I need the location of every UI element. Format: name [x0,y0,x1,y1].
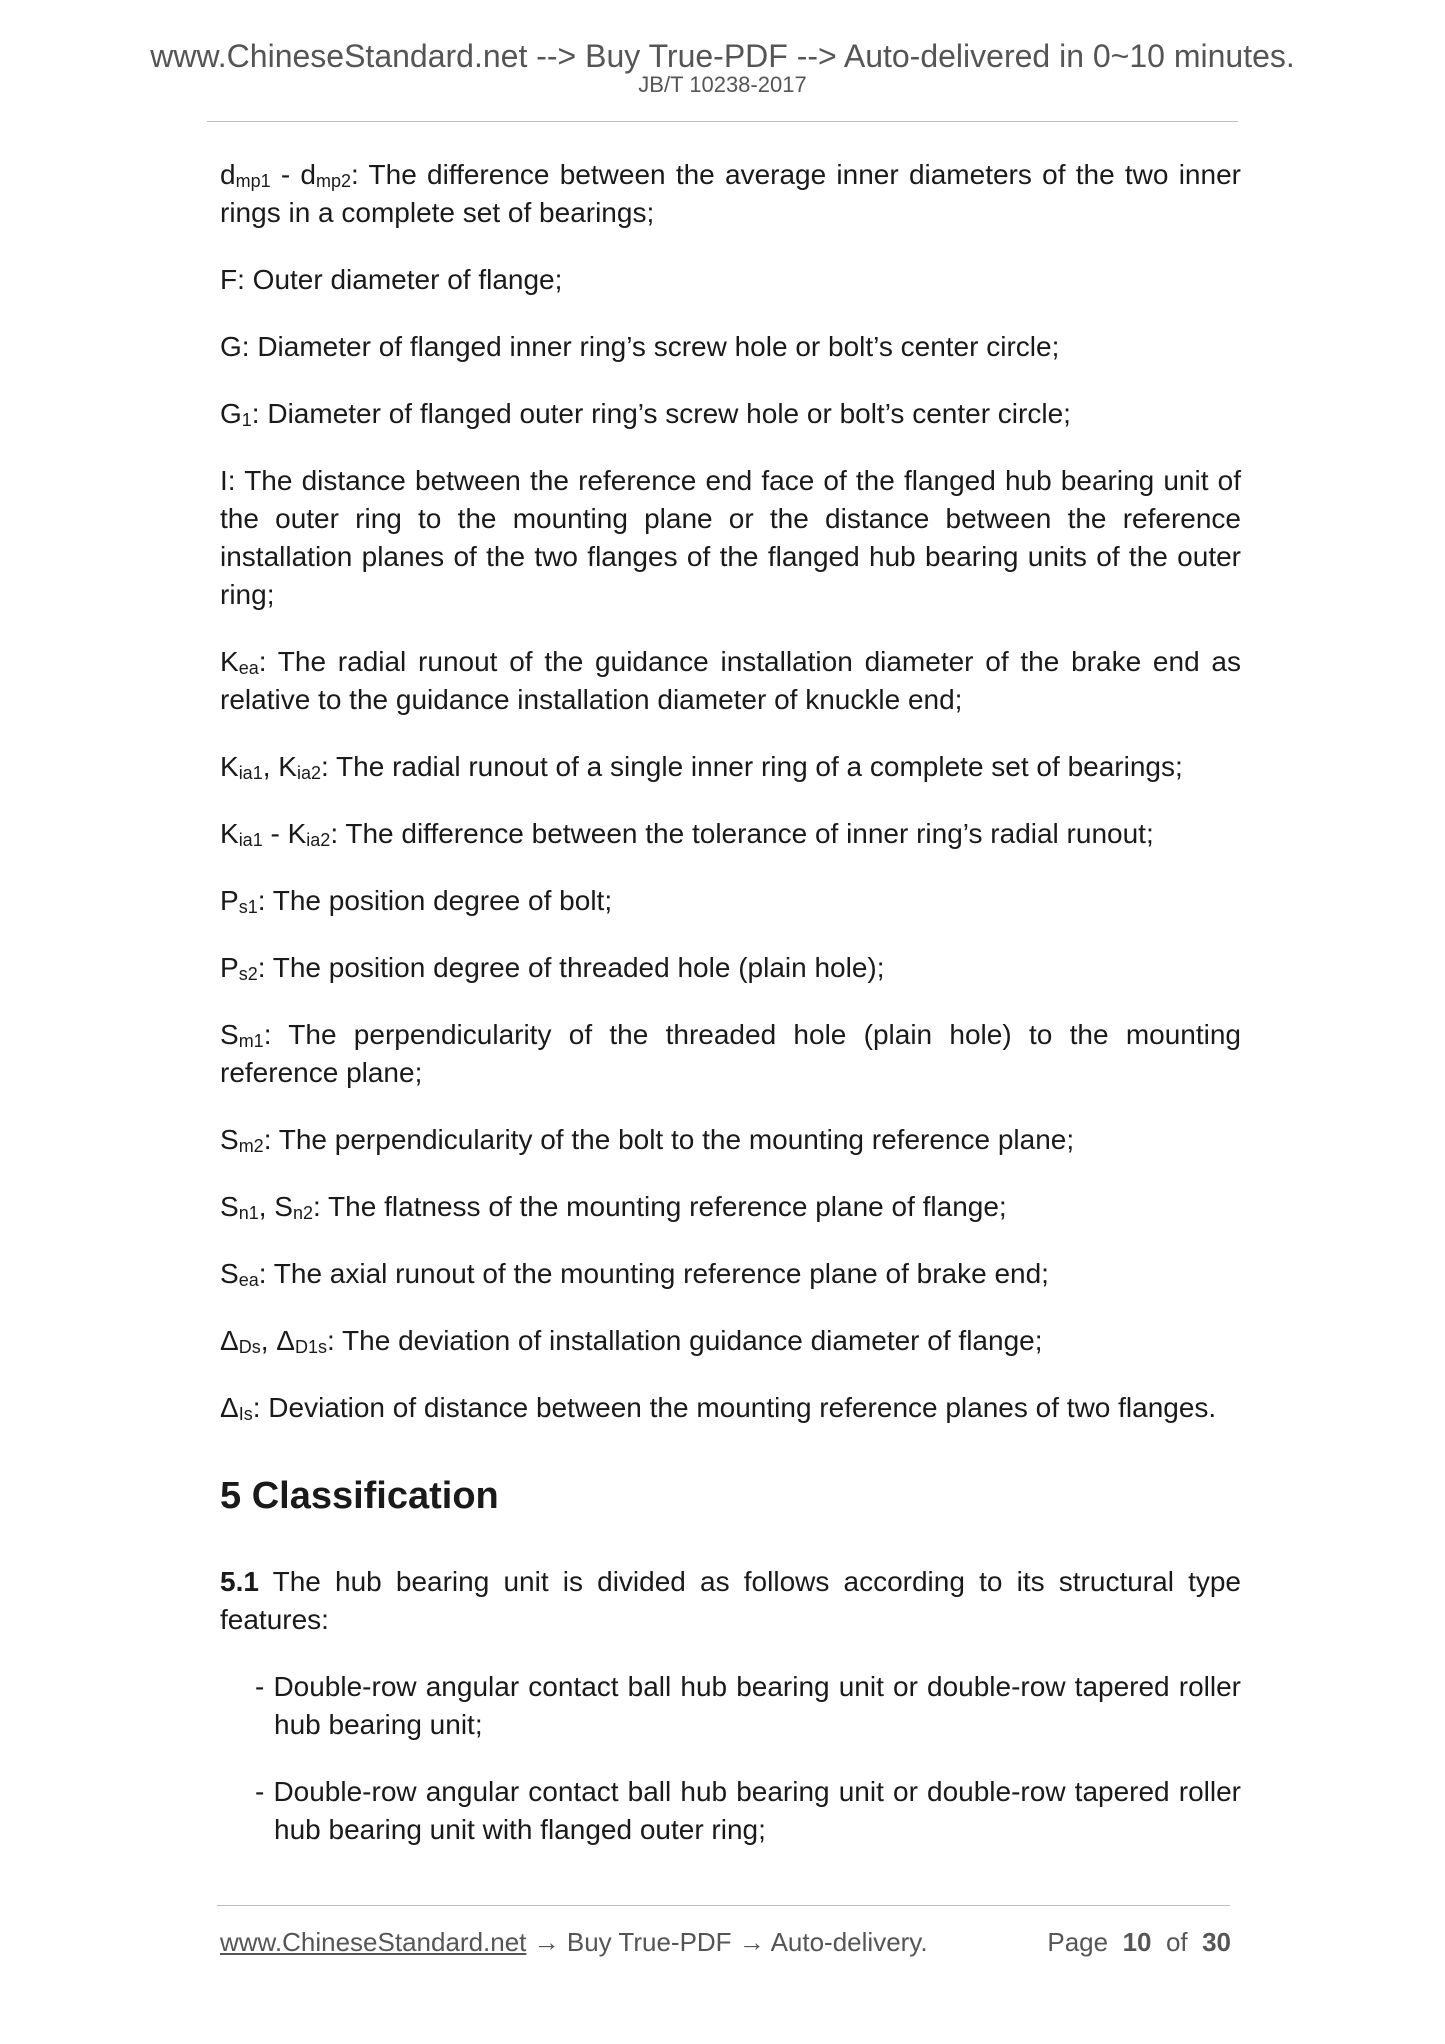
definition-symbol: 1 [241,410,252,430]
definition-item [220,748,1241,786]
definition-symbol: Ds [238,1337,261,1357]
definition-item [220,882,1241,920]
definition-symbol: G [220,331,242,362]
clause-text: The hub bearing unit is divided as follows according to its structural type features: [220,1566,1241,1635]
definitions-list [220,156,1241,1427]
definition-item [220,462,1241,614]
definition-symbol: K [220,818,239,849]
footer-site-link[interactable]: www.ChineseStandard.net [220,1927,527,1957]
definition-symbol: S [220,1019,239,1050]
definition-item [220,1322,1241,1360]
definition-text: : The flatness of the mounting reference plane of flange; [312,1191,1007,1222]
definition-item [220,1389,1241,1427]
definition-symbol: Δ [220,1392,239,1423]
definition-symbol: - K [262,818,307,849]
definition-symbol: P [220,952,239,983]
definition-symbol: S [220,1258,239,1289]
definition-symbol: ia1 [238,763,263,783]
definition-text: : The difference between the tolerance of inner ring’s radial runout; [330,818,1154,849]
definition-symbol: S [220,1191,239,1222]
definition-text: : The axial runout of the mounting reference plane of brake end; [258,1258,1049,1289]
definition-text: : The position degree of threaded hole (plain hole); [257,952,885,983]
definition-symbol: ia2 [306,830,331,850]
definition-text: : Diameter of flanged outer ring’s screw hole or bolt’s center circle; [251,398,1071,429]
definition-item [220,261,1241,299]
definition-text: : The perpendicularity of the bolt to the mounting reference plane; [263,1124,1075,1155]
definition-symbol: ia1 [238,830,263,850]
definition-symbol: ea [238,1270,259,1290]
definition-symbol: s2 [238,964,258,984]
definition-item [220,1121,1241,1159]
page-content [220,156,1241,1878]
definition-symbol: ea [238,658,259,678]
definition-item [220,949,1241,987]
definition-text: : Deviation of distance between the mounting reference planes of two flanges. [252,1392,1217,1423]
definition-symbol: K [220,751,239,782]
definition-symbol: Δ [220,1325,239,1356]
definition-item [220,1255,1241,1293]
definition-symbol: m2 [238,1136,264,1156]
footer-divider [217,1905,1230,1906]
header-banner: www.ChineseStandard.net --> Buy True-PDF --> Auto-delivered in 0~10 minutes. [150,38,1295,74]
header-divider [207,121,1238,122]
definition-symbol: - d [270,159,316,190]
definition-symbol: mp2 [315,171,351,191]
footer-tagline: → Buy True-PDF → Auto-delivery. [526,1927,928,1957]
definition-symbol: S [220,1124,239,1155]
definition-text: : Outer diameter of flange; [237,264,563,295]
definition-text: : The difference between the average inner diameters of the two inner rings in a complete set of bearings; [220,159,1241,228]
definition-symbol: P [220,885,239,916]
definition-symbol: Is [238,1404,253,1424]
definition-text: : The perpendicularity of the threaded hole (plain hole) to the mounting reference plane; [220,1019,1241,1088]
definition-item [220,1188,1241,1226]
definition-symbol: , S [258,1191,293,1222]
list-item: - Double-row angular contact ball hub bearing unit or double-row tapered roller hub bearing unit; [255,1671,1241,1740]
definition-text: : The position degree of bolt; [257,885,613,916]
clause-number: 5.1 [220,1566,259,1597]
list-item: - Double-row angular contact ball hub bearing unit or double-row tapered roller hub bearing unit with flanged outer ring; [255,1776,1241,1845]
page-indicator: Page 10 of 30 [1047,1927,1231,1957]
definition-symbol: m1 [238,1031,264,1051]
definition-symbol: F [220,264,238,295]
definition-symbol: mp1 [235,171,271,191]
definition-text: : The distance between the reference end face of the flanged hub bearing unit of the outer ring to the mounting plane or the distance between the reference installation planes of the two flanges of the flanged hub bearing units of the outer ring; [220,465,1241,610]
definition-symbol: d [220,159,236,190]
definition-symbol: n1 [238,1203,259,1223]
definition-text: : The deviation of installation guidance diameter of flange; [326,1325,1043,1356]
definition-symbol: I [220,465,228,496]
definition-symbol: , Δ [260,1325,295,1356]
definition-item [220,815,1241,853]
section-title: 5 Classification [220,1475,499,1517]
clause-5-1 [220,1563,1241,1639]
page-footer [220,1926,1231,1958]
definition-item [220,156,1241,232]
page-total: 30 [1202,1927,1231,1957]
definition-symbol: G [220,398,242,429]
definition-symbol: ia2 [296,763,321,783]
definition-text: : The radial runout of the guidance installation diameter of the brake end as relative to the guidance installation diameter of knuckle end; [220,646,1241,715]
definition-text: : The radial runout of a single inner ring of a complete set of bearings; [320,751,1183,782]
definition-item [220,643,1241,719]
document-number: JB/T 10238-2017 [638,72,807,97]
definition-symbol: D1s [294,1337,327,1357]
definition-item [220,1016,1241,1092]
definition-symbol: s1 [238,897,258,917]
definition-text: : Diameter of flanged inner ring’s screw hole or bolt’s center circle; [241,331,1060,362]
definition-item [220,328,1241,366]
definition-symbol: n2 [292,1203,313,1223]
definition-symbol: K [220,646,239,677]
definition-symbol: , K [262,751,297,782]
page-number: 10 [1122,1927,1152,1957]
definition-item [220,395,1241,433]
